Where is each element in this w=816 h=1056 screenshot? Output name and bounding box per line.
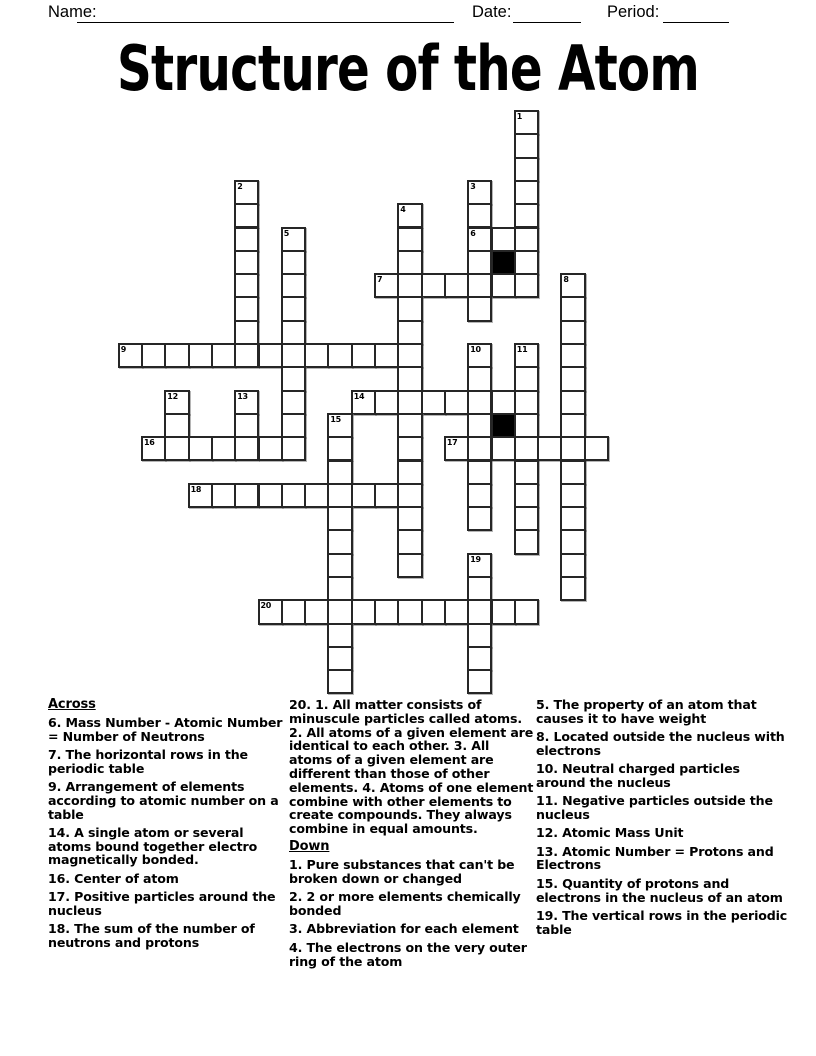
grid-cell[interactable] — [514, 110, 539, 135]
cell-number: 17 — [446, 438, 458, 448]
grid-cell[interactable] — [351, 390, 376, 415]
grid-cell[interactable] — [234, 250, 259, 275]
down-clue-item — [536, 845, 788, 873]
grid-cell[interactable] — [467, 599, 492, 624]
clue-number: 20. — [289, 697, 311, 712]
grid-cell[interactable] — [327, 460, 352, 485]
clue-text: A single atom or several atoms bound together electro magnetically bonded. — [48, 824, 258, 868]
grid-cell[interactable] — [304, 483, 329, 508]
grid-cell[interactable] — [188, 483, 213, 508]
across-clue-item — [48, 872, 290, 886]
grid-cell[interactable] — [514, 203, 539, 228]
across-clue-item — [48, 780, 290, 821]
grid-cell[interactable] — [397, 460, 422, 485]
grid-cell[interactable] — [281, 436, 306, 461]
grid-cell[interactable] — [491, 599, 516, 624]
clue-text: Located outside the nucleus with electrons — [536, 729, 785, 758]
cell-number: 19 — [470, 554, 481, 564]
grid-cell[interactable] — [491, 227, 516, 252]
down-clue-item — [289, 941, 534, 969]
clue-text: 1. All matter consists of minuscule particles called atoms. 2. All atoms of a given element are identical to each other. 3. All atoms of a given element are different than those of other elements. 4. Atoms of one element combine with other elements to create compounds. They always combine in equal amounts. — [289, 697, 534, 837]
clue-number: 19. — [536, 907, 558, 923]
grid-cell[interactable] — [514, 599, 539, 624]
clue-text: Mass Number - Atomic Number = Number of Neutrons — [48, 714, 283, 744]
page-title: Structure of the Atom — [116, 32, 699, 105]
grid-cell[interactable] — [537, 436, 562, 461]
grid-cell[interactable] — [281, 296, 306, 321]
grid-cell[interactable] — [397, 436, 422, 461]
grid-cell[interactable] — [234, 273, 259, 298]
grid-cell[interactable] — [560, 320, 585, 345]
grid-cell[interactable] — [421, 390, 446, 415]
cell-number: 16 — [144, 438, 155, 448]
grid-cell[interactable] — [211, 436, 236, 461]
grid-cell[interactable] — [397, 366, 422, 391]
clue-text: Atomic Number = Protons and Electrons — [536, 843, 774, 873]
grid-cell[interactable] — [234, 203, 259, 228]
grid-cell[interactable] — [211, 343, 236, 368]
clue-text: The sum of the number of neutrons and protons — [48, 921, 255, 950]
grid-cell[interactable] — [397, 203, 422, 228]
grid-cell[interactable] — [514, 157, 539, 182]
grid-cell[interactable] — [304, 343, 329, 368]
clue-number: 13. — [536, 843, 558, 859]
grid-cell[interactable] — [421, 599, 446, 624]
grid-cell[interactable] — [281, 366, 306, 391]
grid-cell[interactable] — [304, 599, 329, 624]
grid-cell[interactable] — [514, 390, 539, 415]
grid-cell[interactable] — [327, 506, 352, 531]
grid-cell[interactable] — [327, 483, 352, 508]
clue-number: 15. — [536, 875, 558, 891]
grid-cell[interactable] — [281, 273, 306, 298]
grid-cell[interactable] — [397, 273, 422, 298]
grid-cell[interactable] — [514, 506, 539, 531]
grid-cell[interactable] — [491, 436, 516, 461]
grid-cell[interactable] — [281, 227, 306, 252]
grid-cell[interactable] — [467, 203, 492, 228]
clue-text: Arrangement of elements according to atomic number on a table — [48, 778, 279, 822]
clue-number: 10. — [536, 761, 558, 777]
grid-cell[interactable] — [397, 506, 422, 531]
grid-cell[interactable] — [467, 623, 492, 648]
across-clue-item — [289, 698, 534, 836]
grid-cell[interactable] — [560, 343, 585, 368]
grid-cell[interactable] — [467, 250, 492, 275]
grid-cell[interactable] — [467, 483, 492, 508]
grid-cell[interactable] — [397, 529, 422, 554]
grid-cell[interactable] — [234, 413, 259, 438]
cell-number: 3 — [470, 181, 476, 191]
grid-cell[interactable] — [374, 343, 399, 368]
black-cell — [491, 250, 516, 275]
grid-cell[interactable] — [281, 390, 306, 415]
grid-cell[interactable] — [584, 436, 609, 461]
down-heading: Down — [289, 839, 330, 855]
clue-text: Atomic Mass Unit — [557, 825, 684, 841]
cell-number: 5 — [283, 228, 290, 238]
clue-number: 18. — [48, 921, 70, 937]
clue-column-3 — [536, 698, 788, 941]
cell-number: 6 — [470, 228, 476, 238]
grid-cell[interactable] — [560, 529, 585, 554]
grid-cell[interactable] — [234, 390, 259, 415]
cell-number: 2 — [237, 181, 243, 191]
cell-number: 13 — [237, 391, 248, 401]
grid-cell[interactable] — [444, 599, 469, 624]
cell-number: 1 — [516, 112, 523, 121]
grid-cell[interactable] — [467, 506, 492, 531]
grid-cell[interactable] — [560, 460, 585, 485]
grid-cell[interactable] — [514, 343, 539, 368]
grid-cell[interactable] — [327, 343, 352, 368]
grid-cell[interactable] — [467, 296, 492, 321]
clue-number: 3. — [289, 921, 303, 937]
grid-cell[interactable] — [467, 366, 492, 391]
grid-cell[interactable] — [397, 250, 422, 275]
across-clue-item — [48, 826, 290, 867]
grid-cell[interactable] — [118, 343, 143, 368]
cell-number: 14 — [353, 391, 365, 401]
down-clue-item — [536, 877, 788, 905]
grid-cell[interactable] — [397, 227, 422, 252]
grid-cell[interactable] — [491, 390, 516, 415]
grid-cell[interactable] — [397, 483, 422, 508]
across-clue-item — [48, 922, 290, 950]
grid-cell[interactable] — [467, 180, 492, 205]
grid-cell[interactable] — [188, 436, 213, 461]
grid-cell[interactable] — [444, 273, 469, 298]
name-label: Name: — [48, 3, 97, 21]
grid-cell[interactable] — [234, 320, 259, 345]
grid-cell[interactable] — [141, 436, 166, 461]
grid-cell[interactable] — [351, 483, 376, 508]
grid-cell[interactable] — [374, 599, 399, 624]
grid-cell[interactable] — [514, 273, 539, 298]
clue-number: 1. — [289, 857, 303, 873]
down-clue-item — [536, 826, 788, 840]
cell-number: 15 — [330, 414, 341, 424]
down-clue-item — [289, 858, 534, 886]
cell-number: 10 — [470, 345, 481, 354]
cell-number: 11 — [516, 345, 528, 354]
grid-cell[interactable] — [467, 413, 492, 438]
grid-cell[interactable] — [211, 483, 236, 508]
cell-number: 12 — [167, 391, 178, 401]
grid-cell[interactable] — [351, 343, 376, 368]
grid-cell[interactable] — [514, 413, 539, 438]
grid-cell[interactable] — [514, 436, 539, 461]
down-clue-item — [536, 762, 788, 790]
grid-cell[interactable] — [258, 599, 283, 624]
grid-cell[interactable] — [188, 343, 213, 368]
grid-cell[interactable] — [444, 390, 469, 415]
grid-cell[interactable] — [467, 669, 492, 694]
grid-cell[interactable] — [467, 646, 492, 671]
clue-number: 16. — [48, 870, 70, 886]
clue-text: Abbreviation for each element — [302, 921, 519, 937]
clue-number: 14. — [48, 824, 70, 840]
clue-number: 2. — [289, 889, 303, 905]
grid-cell[interactable] — [234, 227, 259, 252]
clue-text: Neutral charged particles around the nucleus — [536, 761, 740, 790]
grid-cell[interactable] — [374, 483, 399, 508]
grid-cell[interactable] — [467, 576, 492, 601]
down-clue-item — [536, 794, 788, 822]
grid-cell[interactable] — [234, 343, 259, 368]
grid-cell[interactable] — [374, 273, 399, 298]
clue-text: Positive particles around the nucleus — [48, 889, 276, 918]
grid-cell[interactable] — [281, 343, 306, 368]
grid-cell[interactable] — [397, 343, 422, 368]
cell-number: 7 — [377, 275, 383, 285]
clue-text: The property of an atom that causes it to have weight — [536, 697, 757, 726]
grid-cell[interactable] — [514, 460, 539, 485]
grid-cell[interactable] — [397, 390, 422, 415]
across-clue-item — [48, 716, 290, 744]
grid-cell[interactable] — [397, 296, 422, 321]
grid-cell[interactable] — [327, 646, 352, 671]
grid-cell[interactable] — [560, 483, 585, 508]
grid-cell[interactable] — [234, 436, 259, 461]
grid-cell[interactable] — [234, 483, 259, 508]
grid-cell[interactable] — [560, 273, 585, 298]
grid-cell[interactable] — [164, 436, 189, 461]
cell-number: 8 — [563, 275, 569, 285]
clue-number: 6. — [48, 714, 62, 730]
grid-cell[interactable] — [444, 436, 469, 461]
grid-cell[interactable] — [327, 553, 352, 578]
grid-cell[interactable] — [327, 599, 352, 624]
grid-cell[interactable] — [560, 436, 585, 461]
grid-cell[interactable] — [141, 343, 166, 368]
clue-number: 4. — [289, 939, 303, 955]
grid-cell[interactable] — [397, 320, 422, 345]
grid-cell[interactable] — [281, 483, 306, 508]
grid-cell[interactable] — [467, 436, 492, 461]
grid-cell[interactable] — [514, 483, 539, 508]
black-cell — [491, 413, 516, 438]
clue-number: 9. — [48, 778, 62, 794]
grid-cell[interactable] — [351, 599, 376, 624]
grid-cell[interactable] — [514, 180, 539, 205]
across-clue-item — [48, 748, 290, 776]
cell-number: 9 — [120, 345, 126, 354]
grid-cell[interactable] — [258, 483, 283, 508]
grid-cell[interactable] — [560, 390, 585, 415]
grid-cell[interactable] — [467, 227, 492, 252]
period-label: Period: — [607, 3, 660, 21]
grid-cell[interactable] — [327, 413, 352, 438]
grid-cell[interactable] — [467, 460, 492, 485]
grid-cell[interactable] — [258, 436, 283, 461]
clue-column-2 — [289, 698, 534, 973]
date-label: Date: — [472, 3, 512, 21]
clue-number: 12. — [536, 825, 558, 841]
across-heading: Across — [48, 697, 96, 712]
grid-cell[interactable] — [327, 436, 352, 461]
grid-cell[interactable] — [397, 553, 422, 578]
grid-cell[interactable] — [281, 320, 306, 345]
grid-cell[interactable] — [234, 296, 259, 321]
grid-cell[interactable] — [514, 133, 539, 158]
grid-cell[interactable] — [327, 669, 352, 694]
grid-cell[interactable] — [560, 366, 585, 391]
clue-number: 11. — [536, 793, 558, 809]
grid-cell[interactable] — [467, 273, 492, 298]
grid-cell[interactable] — [281, 599, 306, 624]
down-clue-item — [289, 922, 534, 936]
grid-cell[interactable] — [560, 553, 585, 578]
clue-text: Center of atom — [69, 870, 179, 886]
grid-cell[interactable] — [327, 623, 352, 648]
clue-number: 7. — [48, 746, 62, 762]
grid-cell[interactable] — [514, 529, 539, 554]
grid-cell[interactable] — [164, 390, 189, 415]
down-clue-item — [536, 909, 788, 937]
clue-text: Negative particles outside the nucleus — [536, 793, 773, 823]
down-clue-item — [536, 730, 788, 758]
grid-cell[interactable] — [560, 413, 585, 438]
grid-cell[interactable] — [327, 529, 352, 554]
down-clue-item — [536, 698, 788, 726]
grid-cell[interactable] — [467, 390, 492, 415]
grid-cell[interactable] — [397, 599, 422, 624]
grid-cell[interactable] — [491, 273, 516, 298]
grid-cell[interactable] — [514, 227, 539, 252]
clue-text: Pure substances that can't be broken down or changed — [289, 857, 515, 887]
clue-text: The electrons on the very outer ring of the atom — [289, 939, 527, 969]
cell-number: 4 — [400, 205, 406, 215]
down-clue-item — [289, 890, 534, 918]
grid-cell[interactable] — [164, 413, 189, 438]
across-clue-item — [48, 890, 290, 918]
cell-number: 20 — [260, 601, 272, 611]
grid-cell[interactable] — [234, 180, 259, 205]
grid-cell[interactable] — [514, 250, 539, 275]
grid-cell[interactable] — [467, 553, 492, 578]
grid-cell[interactable] — [281, 413, 306, 438]
grid-cell[interactable] — [397, 413, 422, 438]
grid-cell[interactable] — [560, 506, 585, 531]
clue-number: 17. — [48, 889, 70, 905]
clue-text: The horizontal rows in the periodic table — [48, 746, 248, 776]
grid-cell[interactable] — [421, 273, 446, 298]
clue-number: 8. — [536, 729, 550, 745]
grid-cell[interactable] — [327, 576, 352, 601]
grid-cell[interactable] — [374, 390, 399, 415]
grid-cell[interactable] — [560, 576, 585, 601]
grid-cell[interactable] — [281, 250, 306, 275]
grid-cell[interactable] — [467, 343, 492, 368]
grid-cell[interactable] — [560, 296, 585, 321]
grid-cell[interactable] — [258, 343, 283, 368]
clue-text: The vertical rows in the periodic table — [536, 907, 788, 937]
grid-cell[interactable] — [514, 366, 539, 391]
cell-number: 18 — [190, 484, 202, 494]
clue-text: Quantity of protons and electrons in the nucleus of an atom — [536, 875, 783, 905]
clue-text: 2 or more elements chemically bonded — [289, 889, 521, 919]
clue-column-1 — [48, 698, 290, 954]
grid-cell[interactable] — [164, 343, 189, 368]
clue-number: 5. — [536, 697, 550, 712]
